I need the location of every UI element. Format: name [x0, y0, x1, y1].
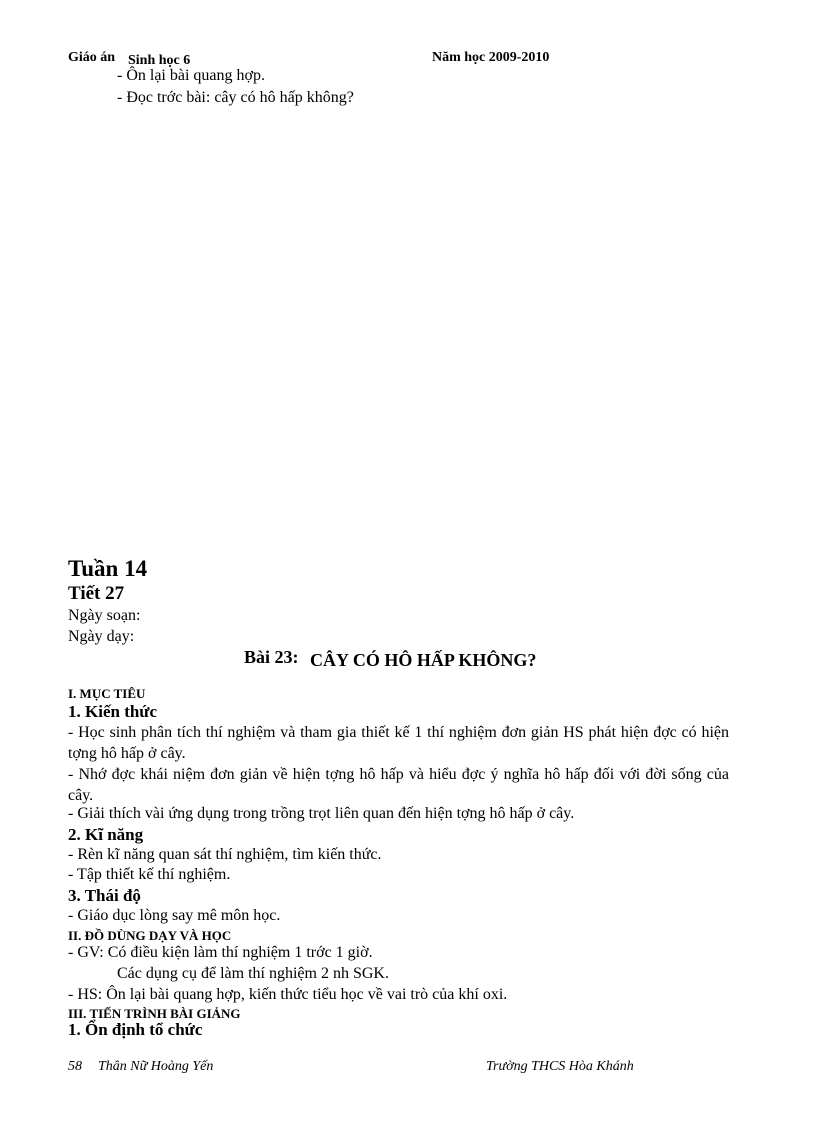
homework-item: - Đọc trớc bài: cây có hô hấp không?: [117, 89, 354, 106]
subsection-heading: 3. Thái độ: [68, 886, 141, 905]
subsection-heading: 1. Kiến thức: [68, 702, 158, 721]
header-subject: Sinh học 6: [128, 53, 191, 68]
knowledge-item: - Học sinh phân tích thí nghiệm và tham gia thiết kế 1 thí nghiệm đơn giản HS phát hiện đợc có hiện tợng hô hấp ở cây.: [68, 724, 729, 762]
homework-item: - Ôn lại bài quang hợp.: [117, 67, 265, 84]
skills-item: - Rèn kĩ năng quan sát thí nghiệm, tìm kiến thức.: [68, 846, 382, 863]
lesson-number: Bài 23:: [244, 647, 299, 667]
knowledge-item: - Nhớ đợc khái niệm đơn giản về hiện tợng hô hấp và hiểu đợc ý nghĩa hô hấp đối với đời sống của cây.: [68, 766, 729, 804]
subsection-heading: 2. Kĩ năng: [68, 825, 144, 844]
teacher-materials: Các dụng cụ để làm thí nghiệm 2 nh SGK.: [117, 965, 389, 982]
section-heading: II. ĐỒ DÙNG DẠY VÀ HỌC: [68, 928, 232, 943]
period-title: Tiết 27: [68, 583, 125, 604]
student-preparation: - HS: Ôn lại bài quang hợp, kiến thức tiểu học về vai trò của khí oxi.: [68, 986, 508, 1003]
week-title: Tuần 14: [68, 556, 148, 581]
teacher-materials: - GV: Có điều kiện làm thí nghiệm 1 trớc 1 giờ.: [68, 944, 373, 961]
footer-author: Thân Nữ Hoàng Yến: [98, 1059, 214, 1074]
teach-date-label: Ngày dạy:: [68, 628, 135, 645]
knowledge-item: - Giải thích vài ứng dụng trong trồng trọt liên quan đến hiện tợng hô hấp ở cây.: [68, 805, 575, 822]
lesson-title: CÂY CÓ HÔ HẤP KHÔNG?: [310, 650, 537, 670]
subsection-heading: 1. Ổn định tổ chức: [68, 1020, 203, 1039]
page-number: 58: [68, 1059, 82, 1074]
prep-date-label: Ngày soạn:: [68, 607, 141, 624]
footer-school: Trường THCS Hòa Khánh: [486, 1059, 634, 1074]
header-label: Giáo án: [68, 50, 116, 65]
section-heading: III. TIẾN TRÌNH BÀI GIẢNG: [68, 1006, 241, 1021]
section-heading: I. MỤC TIÊU: [68, 686, 146, 701]
skills-item: - Tập thiết kế thí nghiệm.: [68, 866, 231, 883]
attitude-item: - Giáo dục lòng say mê môn học.: [68, 907, 281, 924]
header-school-year: Năm học 2009-2010: [432, 50, 550, 65]
